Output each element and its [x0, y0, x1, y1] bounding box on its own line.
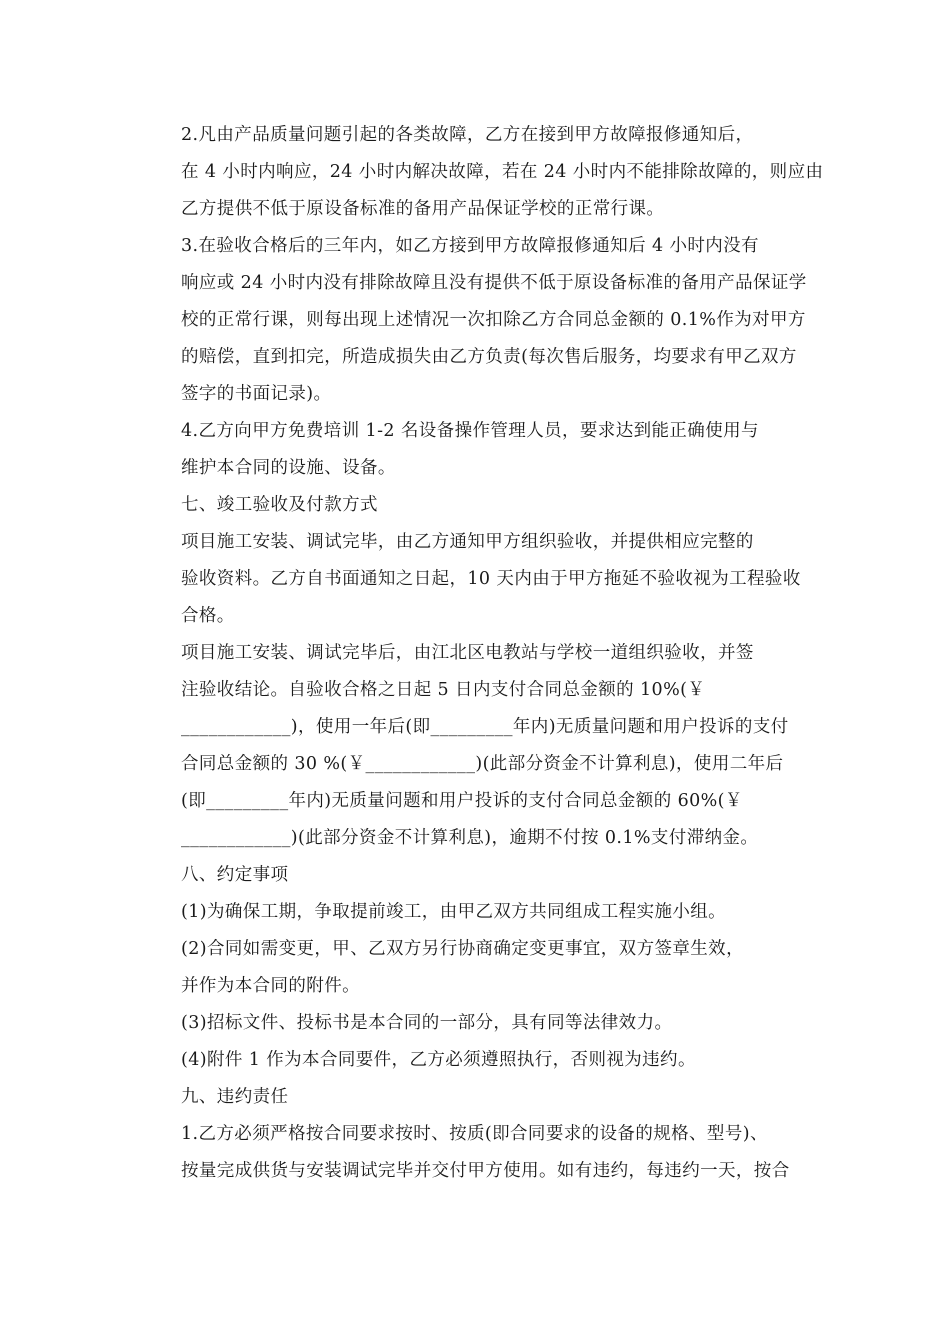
paragraph [146, 228, 808, 413]
paragraph [146, 487, 808, 524]
text-line: 八、约定事项 [181, 865, 289, 885]
text-line: 验收资料。乙方自书面通知之日起，10 天内由于甲方拖延不验收视为工程验收 [181, 569, 801, 589]
text-line: ____________)，使用一年后(即_________年内)无质量问题和用户投诉的支付 [181, 717, 789, 737]
text-line: 乙方提供不低于原设备标准的备用产品保证学校的正常行课。 [181, 199, 665, 219]
text-line: 项目施工安装、调试完毕，由乙方通知甲方组织验收，并提供相应完整的 [181, 532, 754, 552]
paragraph [146, 413, 808, 487]
text-line: 响应或 24 小时内没有排除故障且没有提供不低于原设备标准的备用产品保证学 [181, 273, 807, 293]
paragraph [146, 1079, 808, 1116]
paragraph [146, 931, 808, 1005]
text-line: 1.乙方必须严格按合同要求按时、按质(即合同要求的设备的规格、型号)、 [181, 1124, 768, 1144]
paragraph [146, 857, 808, 894]
text-line: 九、违约责任 [181, 1087, 289, 1107]
contract-body [146, 117, 824, 1190]
text-line: 校的正常行课，则每出现上述情况一次扣除乙方合同总金额的 0.1%作为对甲方 [181, 310, 806, 330]
text-line: 注验收结论。自验收合格之日起 5 日内支付合同总金额的 10%(￥ [181, 680, 706, 700]
text-line: ____________)(此部分资金不计算利息)，逾期不付按 0.1%支付滞纳金。 [181, 828, 759, 848]
text-line: 2.凡由产品质量问题引起的各类故障，乙方在接到甲方故障报修通知后， [181, 125, 754, 145]
text-line: (即_________年内)无质量问题和用户投诉的支付合同总金额的 60%(￥ [181, 791, 743, 811]
text-line: 3.在验收合格后的三年内，如乙方接到甲方故障报修通知后 4 小时内没有 [181, 236, 759, 256]
paragraph [146, 894, 808, 931]
paragraph [146, 1005, 808, 1042]
text-line: 项目施工安装、调试完毕后，由江北区电教站与学校一道组织验收，并签 [181, 643, 754, 663]
text-line: (2)合同如需变更，甲、乙双方另行协商确定变更事宜，双方签章生效， [181, 939, 744, 959]
text-line: 维护本合同的设施、设备。 [181, 458, 396, 478]
text-line: 按量完成供货与安装调试完毕并交付甲方使用。如有违约，每违约一天，按合 [181, 1161, 790, 1181]
text-line: 在 4 小时内响应，24 小时内解决故障，若在 24 小时内不能排除故障的，则应由 [181, 162, 824, 182]
text-line: 合同总金额的 30 %(￥____________)(此部分资金不计算利息)，使用二年后 [181, 754, 784, 774]
text-line: 七、竣工验收及付款方式 [181, 495, 378, 515]
paragraph [146, 117, 824, 228]
paragraph [146, 635, 808, 857]
text-line: 合格。 [181, 606, 235, 626]
paragraph [146, 524, 808, 635]
text-line: 4.乙方向甲方免费培训 1-2 名设备操作管理人员，要求达到能正确使用与 [181, 421, 759, 441]
paragraph [146, 1042, 808, 1079]
text-line: 的赔偿，直到扣完，所造成损失由乙方负责(每次售后服务，均要求有甲乙双方 [181, 347, 797, 367]
text-line: (3)招标文件、投标书是本合同的一部分，具有同等法律效力。 [181, 1013, 673, 1033]
text-line: 签字的书面记录)。 [181, 384, 332, 404]
text-line: (4)附件 1 作为本合同要件，乙方必须遵照执行，否则视为违约。 [181, 1050, 696, 1070]
text-line: 并作为本合同的附件。 [181, 976, 360, 996]
text-line: (1)为确保工期，争取提前竣工，由甲乙双方共同组成工程实施小组。 [181, 902, 727, 922]
paragraph [146, 1116, 808, 1190]
